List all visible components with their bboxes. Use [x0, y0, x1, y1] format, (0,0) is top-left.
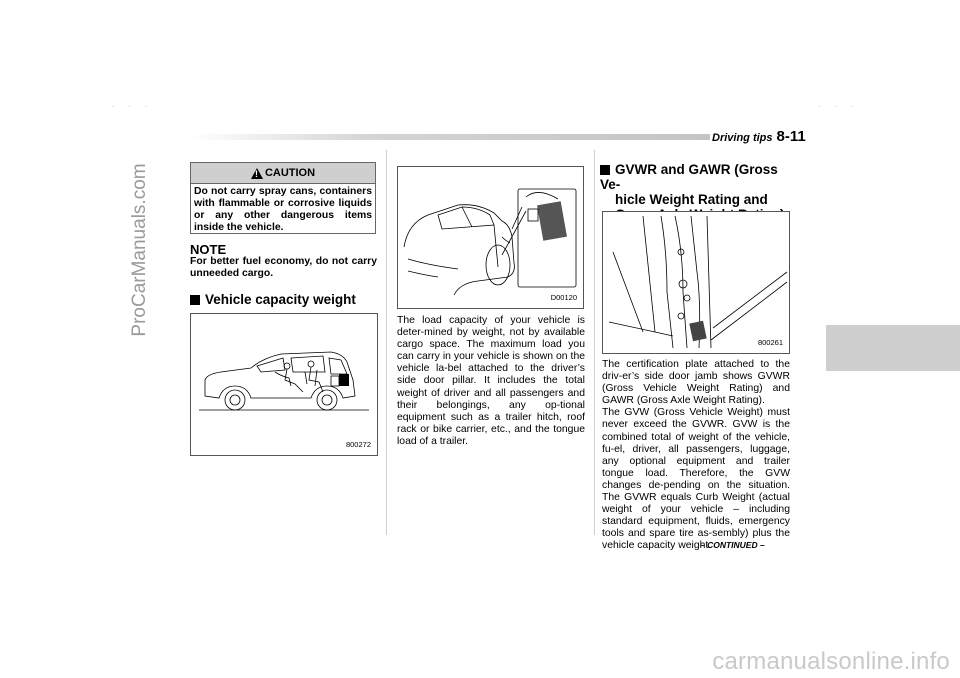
page-header [712, 128, 806, 146]
door-jamb-illustration [603, 212, 789, 353]
figure-code: 800261 [757, 338, 783, 347]
door-jamb-plate-figure [602, 211, 790, 354]
bottom-watermark: carmanualsonline.info [712, 648, 950, 675]
sedan-door-pillar-illustration [398, 167, 583, 308]
gvwr-body [602, 359, 790, 553]
gvwr-heading-line1: GVWR and GAWR (Gross Ve- [600, 162, 778, 192]
page-number: 8-11 [776, 128, 806, 145]
warning-triangle-icon [251, 168, 263, 179]
caution-text: Do not carry spray cans, containers with flammable or corrosive liquids or any other dangerous items inside the vehicle. [194, 186, 372, 233]
section-square-icon [190, 295, 200, 305]
note-heading: NOTE [190, 242, 227, 257]
caution-header [191, 163, 375, 184]
section-title: Driving tips [712, 132, 773, 144]
column-divider-2 [594, 150, 595, 535]
crop-marks-left: . . . [112, 100, 154, 109]
caution-label: CAUTION [264, 167, 316, 179]
vehicle-capacity-heading [190, 292, 356, 307]
continued-marker: – CONTINUED – [700, 540, 765, 550]
vehicle-capacity-heading-text: Vehicle capacity weight [205, 292, 356, 307]
caution-box [190, 162, 376, 234]
figure-code: D00120 [550, 293, 577, 302]
gvwr-paragraph-2: The GVW (Gross Vehicle Weight) must never exceed the GVWR. GVW is the combined total of weight of the vehicle, fu-el, driver, all passengers, luggage, any optional equipment and trailer tongue load. Therefore, the GVW changes de-pending on the situation. The GVWR equals Curb Weight (actual weight of your vehicle – including standard equipment, fluids, emergency tools and spare tire as-sembly) plus the vehicle capacity weight. [602, 407, 790, 552]
suv-side-illustration [191, 314, 377, 455]
side-watermark: ProCarManuals.com [129, 163, 150, 337]
car-cargo-figure [190, 313, 378, 456]
section-square-icon [600, 165, 610, 175]
gvwr-paragraph-1: The certification plate attached to the driv-er’s side door jamb shows GVWR (Gross Vehicle Weight Rating) and GAWR (Gross Axle Weight Rating). [602, 359, 790, 407]
gvwr-heading-line2: hicle Weight Rating and [615, 192, 768, 207]
figure-code: 800272 [345, 440, 371, 449]
load-capacity-paragraph: The load capacity of your vehicle is deter-mined by weight, not by available cargo space. The maximum load you can carry in your vehicle is shown on the vehicle la-bel attached to the driver’s side door pillar. It includes the total weight of driver and all passengers and their belongings, any op-tional equipment such as a trailer hitch, roof rack or bike carrier, etc., and the tongue load of a trailer. [397, 315, 585, 447]
chapter-thumb-tab [826, 325, 960, 371]
note-text: For better fuel economy, do not carry unneeded cargo. [190, 256, 377, 279]
column-divider-1 [386, 150, 387, 535]
crop-marks-right: . . . [818, 100, 860, 109]
door-pillar-label-figure [397, 166, 584, 309]
header-bar [190, 134, 710, 140]
